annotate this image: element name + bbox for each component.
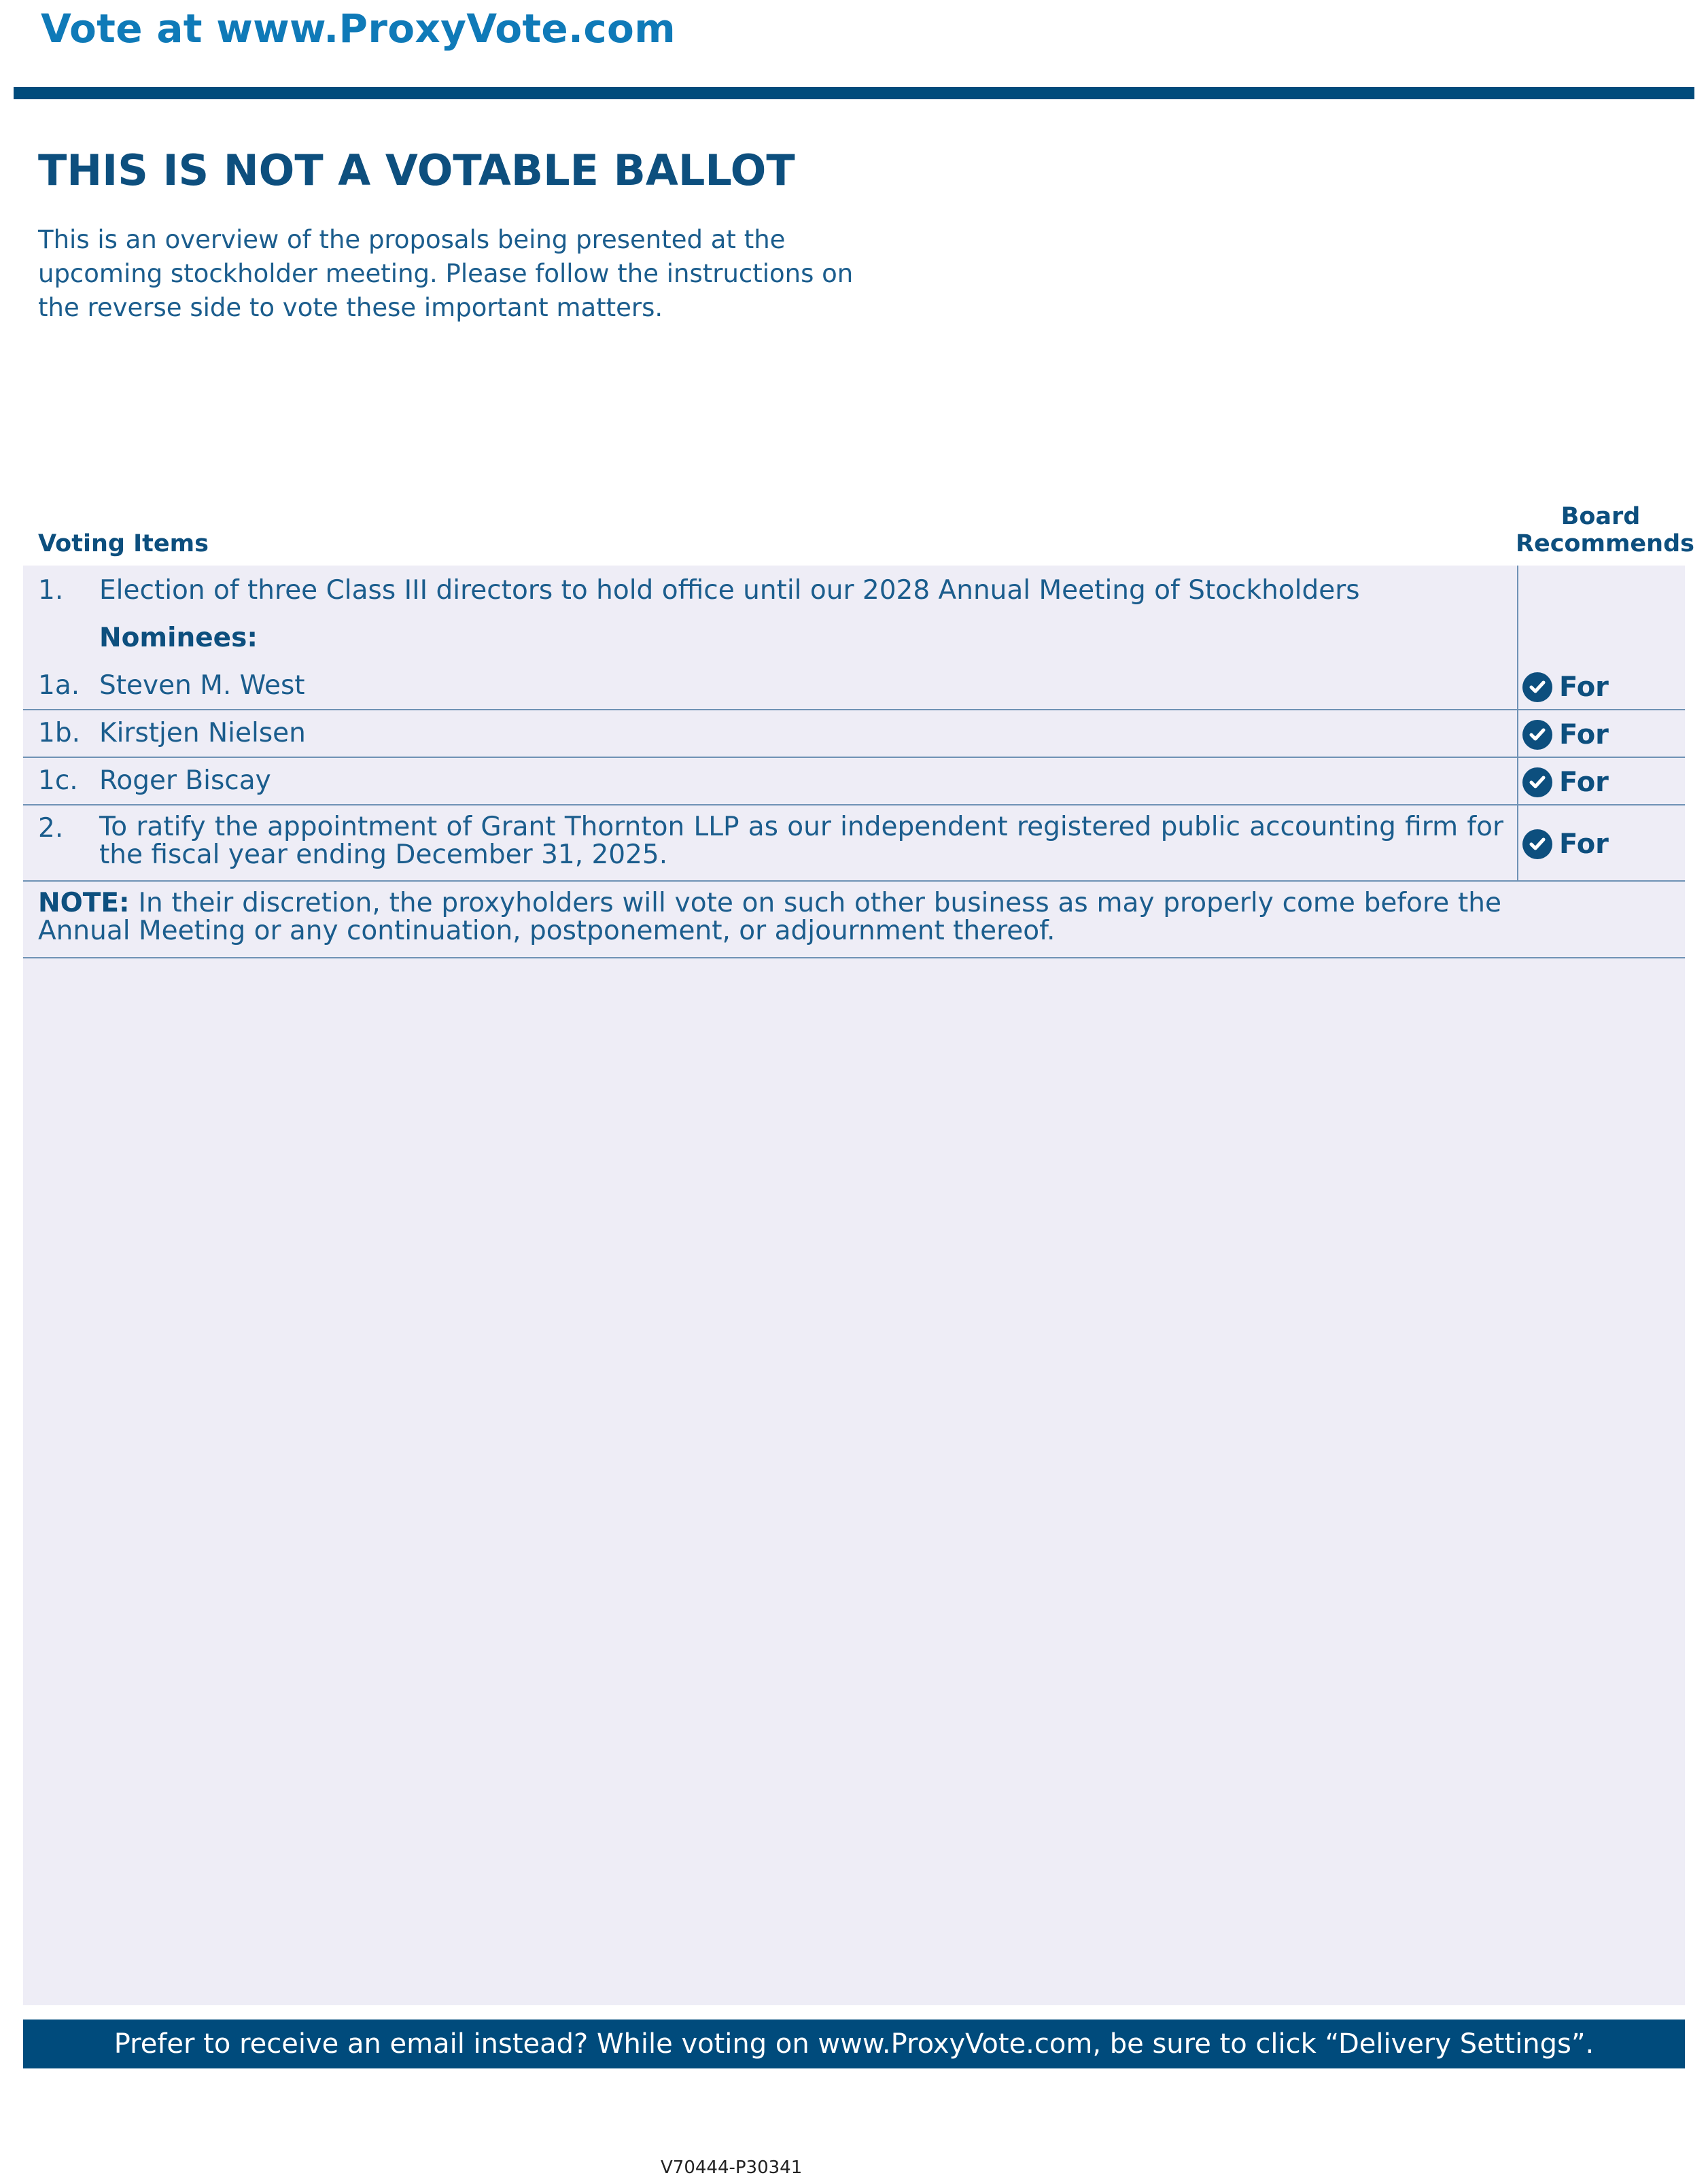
item-2-text: To ratify the appointment of Grant Thornton LLP as our independent registered public accounting firm for the fiscal year ending December 31, 2025. (99, 812, 1503, 870)
nominee-1b-number: 1b. (38, 718, 80, 748)
column-header-voting-items: Voting Items (38, 530, 209, 557)
row-divider (23, 757, 1685, 758)
recommendation-label: For (1559, 672, 1609, 703)
row-divider (23, 880, 1685, 882)
footer-banner-text: Prefer to receive an email instead? While voting on www.ProxyVote.com, be sure to click “Delivery Settings”. (114, 2028, 1594, 2060)
page-title: THIS IS NOT A VOTABLE BALLOT (38, 145, 795, 195)
item-1-number: 1. (38, 575, 64, 606)
nominee-1c-name: Roger Biscay (99, 765, 271, 796)
nominee-1a-number: 1a. (38, 670, 80, 701)
intro-text: This is an overview of the proposals being presented at the upcoming stockholder meeting. Please follow the instructions on the reverse side to vote these important matters. (38, 225, 854, 322)
check-circle-icon (1522, 829, 1552, 859)
voting-items-panel (23, 566, 1685, 2005)
nominees-label: Nominees: (99, 623, 258, 653)
recommendation-1b (1522, 718, 1609, 751)
note-text (38, 889, 1501, 945)
recommendation-label: For (1559, 767, 1609, 798)
check-circle-icon (1522, 720, 1552, 750)
nominee-1c-number: 1c. (38, 765, 78, 796)
header-rule (14, 87, 1694, 99)
note-label: NOTE: (38, 888, 130, 918)
header-title: Vote at www.ProxyVote.com (41, 5, 676, 52)
recommendation-1c (1522, 766, 1609, 799)
note-body: In their discretion, the proxyholders will vote on such other business as may properly come before the Annual Meeting or any continuation, postponement, or adjournment thereof. (38, 888, 1501, 946)
column-header-board-recommends (1516, 503, 1694, 557)
check-circle-icon (1522, 672, 1552, 702)
column-header-board-line2: Recommends (1516, 530, 1694, 557)
column-header-board-line1: Board (1561, 503, 1641, 530)
recommendation-label: For (1559, 829, 1609, 860)
row-divider (23, 957, 1685, 958)
nominee-1a-name: Steven M. West (99, 670, 305, 701)
row-divider (23, 804, 1685, 805)
check-circle-icon (1522, 767, 1552, 797)
item-1-text: Election of three Class III directors to hold office until our 2028 Annual Meeting of Stockholders (99, 575, 1360, 606)
recommendation-label: For (1559, 719, 1609, 750)
row-divider (23, 709, 1685, 710)
recommendation-1a (1522, 671, 1609, 704)
job-code: V70444-P30341 (661, 2157, 803, 2178)
recommendation-2 (1522, 828, 1609, 861)
item-2-number: 2. (38, 813, 64, 844)
nominee-1b-name: Kirstjen Nielsen (99, 718, 306, 748)
footer-banner (23, 2020, 1685, 2068)
recommendation-column-divider (1517, 566, 1518, 880)
